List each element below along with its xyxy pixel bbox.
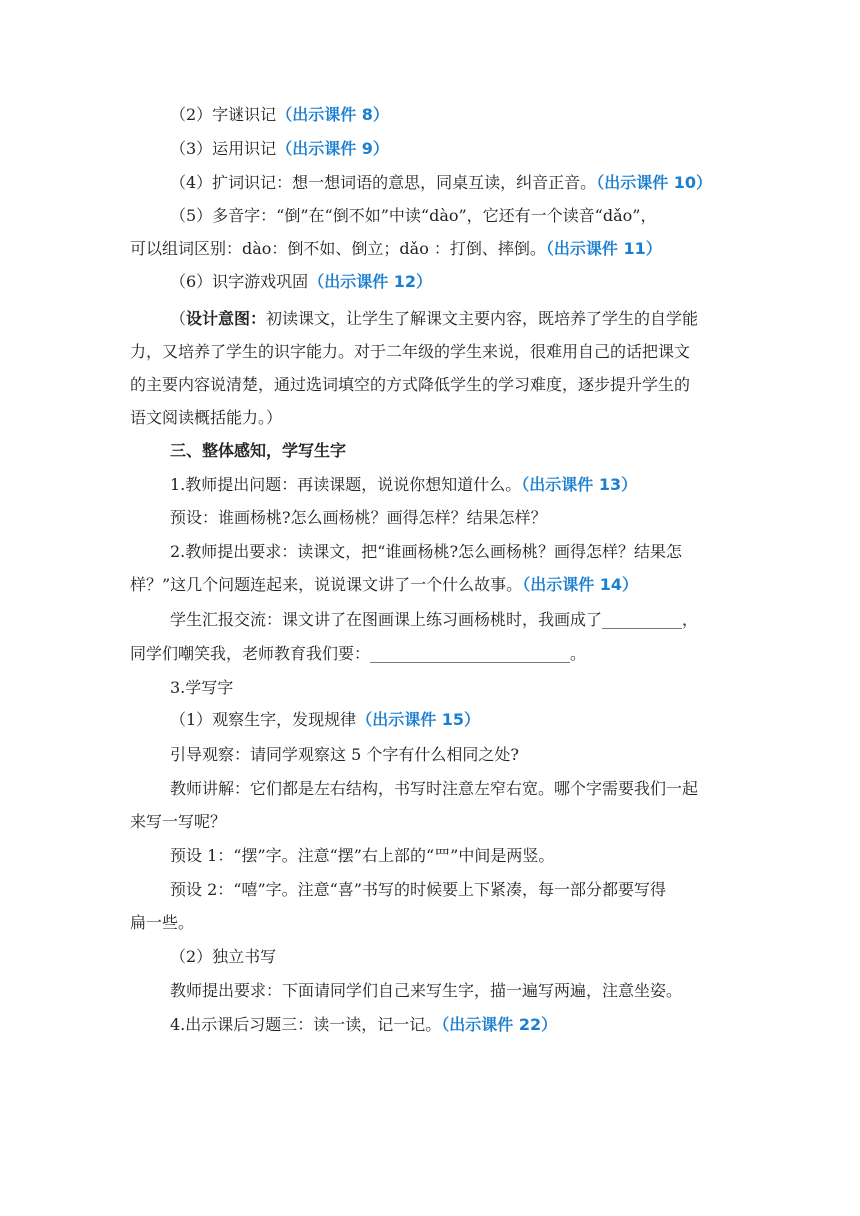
text-line: 来写一写呢？ <box>130 812 227 831</box>
text-line: 语文阅读概括能力。） <box>130 408 283 427</box>
text-line: 预设 1：“摆”字。注意“摆”右上部的“罒”中间是两竖。 <box>170 846 555 865</box>
courseware-ref: （出示课件 13） <box>521 475 638 494</box>
courseware-ref: （出示课件 9） <box>276 139 389 158</box>
text-line: 2.教师提出要求：读课文，把“谁画杨桃?怎么画杨桃？画得怎样？结果怎 <box>170 542 683 561</box>
text-line: 3.学写字 <box>170 678 234 697</box>
text-line: （4）扩词识记：想一想词语的意思，同桌互读，纠音正音。（出示课件 10） <box>170 173 713 192</box>
text-line: （1）观察生字，发现规律（出示课件 15） <box>170 710 481 729</box>
text-line: 的主要内容说清楚，通过选词填空的方式降低学生的学习难度，逐步提升学生的 <box>130 375 691 394</box>
courseware-ref: （出示课件 15） <box>356 710 481 729</box>
text-line: 力，又培养了学生的识字能力。对于二年级的学生来说，很难用自己的话把课文 <box>130 342 691 361</box>
text-line: 学生汇报交流：课文讲了在图画课上练习画杨桃时，我画成了__________， <box>170 610 699 629</box>
text-line: 预设：谁画杨桃?怎么画杨桃？画得怎样？结果怎样？ <box>170 508 547 527</box>
courseware-ref: （出示课件 12） <box>308 272 433 291</box>
text-line: 教师讲解：它们都是左右结构，书写时注意左窄右宽。哪个字需要我们一起 <box>170 779 699 798</box>
courseware-ref: （出示课件 14） <box>522 575 639 594</box>
courseware-ref: （出示课件 11） <box>545 239 662 258</box>
text-line: 4.出示课后习题三：读一读，记一记。（出示课件 22） <box>170 1015 558 1034</box>
design-intent-label: 设计意图： <box>186 309 267 328</box>
text-line: （3）运用识记（出示课件 9） <box>170 139 389 158</box>
text-line: 教师提出要求：下面请同学们自己来写生字，描一遍写两遍，注意坐姿。 <box>170 981 683 1000</box>
design-intent-line: （设计意图：初读课文，让学生了解课文主要内容，既培养了学生的自学能 <box>170 309 699 328</box>
text-line: 1.教师提出问题：再读课题，说说你想知道什么。（出示课件 13） <box>170 475 638 494</box>
text-line: （2）字谜识记（出示课件 8） <box>170 105 389 124</box>
text-line: 样？”这几个问题连起来，说说课文讲了一个什么故事。（出示课件 14） <box>130 575 639 594</box>
courseware-ref: （出示课件 8） <box>276 105 389 124</box>
courseware-ref: （出示课件 22） <box>441 1015 558 1034</box>
courseware-ref: （出示课件 10） <box>596 173 713 192</box>
text-line: （5）多音字：“倒”在“倒不如”中读“dào”，它还有一个读音“dǎo”， <box>170 206 657 225</box>
text-line: 可以组词区别：dào：倒不如、倒立；dǎo ：打倒、摔倒。（出示课件 11） <box>130 239 662 258</box>
section-heading: 三、整体感知，学写生字 <box>170 441 347 460</box>
text-line: （6）识字游戏巩固（出示课件 12） <box>170 272 433 291</box>
text-line: 扁一些。 <box>130 913 195 932</box>
text-line: （2）独立书写 <box>170 947 277 966</box>
text-line: 引导观察：请同学观察这 5 个字有什么相同之处? <box>170 745 519 764</box>
text-line: 预设 2：“嘻”字。注意“喜”书写的时候要上下紧凑，每一部分都要写得 <box>170 880 666 899</box>
text-line: 同学们嘲笑我，老师教育我们要：_________________________。 <box>130 644 587 663</box>
